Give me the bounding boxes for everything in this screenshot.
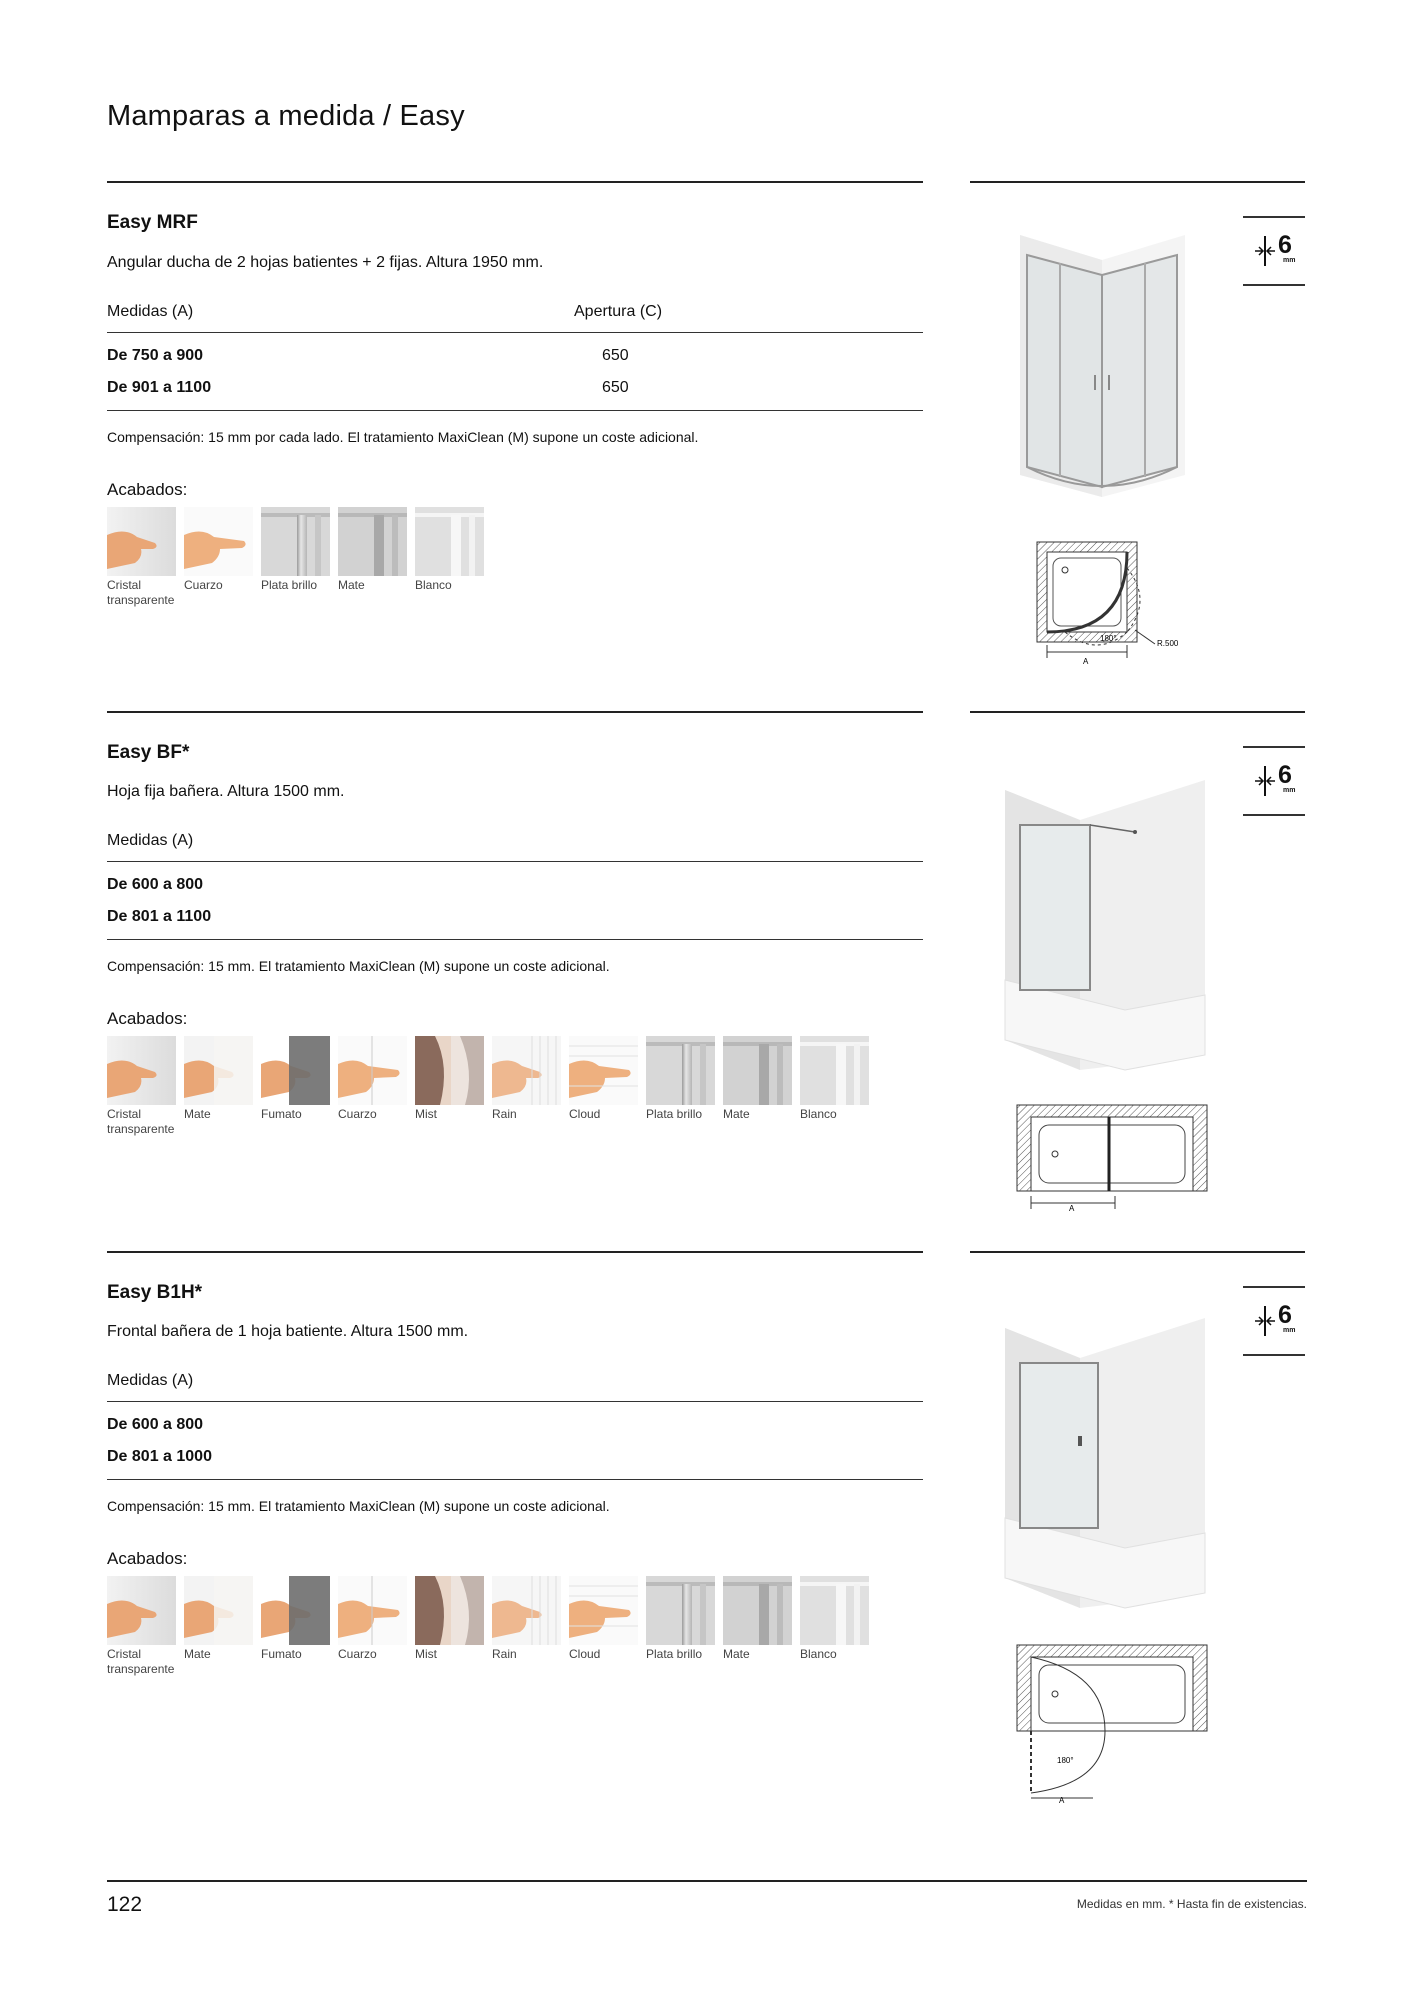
- table-divider: [107, 1401, 923, 1402]
- finishes-label: Acabados:: [107, 1549, 188, 1568]
- section-title: Easy MRF: [107, 212, 198, 233]
- finish-label: Cloud: [569, 1107, 601, 1121]
- finishes-label: Acabados:: [107, 1009, 188, 1028]
- finishes-swatches: [107, 1036, 869, 1137]
- finish-swatch: [184, 1036, 253, 1137]
- finish-swatch: [184, 507, 253, 608]
- thickness-value: 6: [1278, 761, 1292, 789]
- section-description: Frontal bañera de 1 hoja batiente. Altura 1500 mm.: [107, 1323, 469, 1340]
- finish-swatch: [800, 1036, 869, 1137]
- compensation-note: Compensación: 15 mm por cada lado. El tratamiento MaxiClean (M) supone un coste adicional.: [107, 429, 699, 445]
- finish-swatch: [415, 1576, 484, 1677]
- finish-swatch: [800, 1576, 869, 1677]
- diagram-measure-label: A: [1069, 1204, 1075, 1213]
- thickness-value: 6: [1278, 231, 1292, 259]
- table-row-label: De 600 a 800: [107, 876, 204, 893]
- finish-label: Cloud: [569, 1647, 601, 1661]
- diagram-measure-label: A: [1059, 1796, 1065, 1803]
- finish-swatch: [492, 1576, 561, 1677]
- finish-label: Mist: [415, 1107, 437, 1121]
- table-row-label: De 750 a 900: [107, 347, 204, 364]
- finish-swatch: [338, 1036, 407, 1137]
- finish-label: Fumato: [261, 1107, 302, 1121]
- finish-swatch: [184, 1576, 253, 1677]
- table-divider: [107, 939, 923, 940]
- finish-label: Mate: [723, 1107, 750, 1121]
- finish-label: Mate: [184, 1647, 211, 1661]
- section-divider: [107, 1251, 923, 1253]
- table-row-label: De 600 a 800: [107, 1416, 204, 1433]
- finish-label: Rain: [492, 1647, 517, 1661]
- finish-swatch: [261, 1576, 330, 1677]
- product-image-easy-bf: [1000, 770, 1210, 1080]
- finish-swatch: [338, 1576, 407, 1677]
- finish-label: Mate: [723, 1647, 750, 1661]
- finish-swatch: [646, 1576, 715, 1677]
- section-divider: [107, 181, 923, 183]
- column-header-measures: Medidas (A): [107, 832, 194, 849]
- diagram-angle-label: 180°: [1057, 1756, 1074, 1765]
- section-description: Hoja fija bañera. Altura 1500 mm.: [107, 783, 345, 800]
- finish-label: Rain: [492, 1107, 517, 1121]
- finish-swatch: [415, 507, 484, 608]
- diagram-angle-label: 180°: [1100, 634, 1117, 643]
- finish-label: Fumato: [261, 1647, 302, 1661]
- table-divider: [107, 1479, 923, 1480]
- finishes-swatches: [107, 1576, 869, 1677]
- finish-label: Blanco: [415, 578, 452, 592]
- finish-swatch: [492, 1036, 561, 1137]
- section-description: Angular ducha de 2 hojas batientes + 2 fijas. Altura 1950 mm.: [107, 254, 544, 271]
- compensation-note: Compensación: 15 mm. El tratamiento MaxiClean (M) supone un coste adicional.: [107, 1498, 610, 1514]
- finish-label: Cuarzo: [184, 578, 223, 592]
- finish-swatch: [646, 1036, 715, 1137]
- plan-diagram-easy-b1h: [1015, 1643, 1210, 1808]
- section-divider: [107, 711, 923, 713]
- finish-swatch: [723, 1576, 792, 1677]
- finish-swatch: [723, 1036, 792, 1137]
- thickness-badge: [1243, 1286, 1305, 1356]
- finish-label: Cuarzo: [338, 1107, 377, 1121]
- finish-label: Cristal transparente: [107, 1647, 175, 1676]
- table-row-value: 650: [602, 347, 629, 364]
- finish-label: Mate: [184, 1107, 211, 1121]
- finish-swatch: [107, 507, 176, 608]
- section-title: Easy BF*: [107, 742, 190, 763]
- page-number: 122: [107, 1893, 143, 1916]
- section-divider: [970, 181, 1305, 183]
- column-header-measures: Medidas (A): [107, 1372, 194, 1389]
- thickness-badge: [1243, 216, 1305, 286]
- finish-swatch: [107, 1576, 176, 1677]
- finish-label: Cristal transparente: [107, 1107, 175, 1136]
- footer-note: Medidas en mm. * Hasta fin de existencias.: [1076, 1897, 1307, 1911]
- page-title: Mamparas a medida / Easy: [107, 100, 465, 132]
- finish-swatch: [107, 1036, 176, 1137]
- section-divider: [970, 711, 1305, 713]
- finish-label: Blanco: [800, 1107, 837, 1121]
- finish-swatch: [569, 1036, 638, 1137]
- finish-label: Mist: [415, 1647, 437, 1661]
- finish-label: Cristal transparente: [107, 578, 175, 607]
- finish-label: Plata brillo: [646, 1647, 703, 1661]
- thickness-value: 6: [1278, 1301, 1292, 1329]
- finish-label: Cuarzo: [338, 1647, 377, 1661]
- footer-divider: [107, 1880, 1307, 1882]
- table-divider: [107, 861, 923, 862]
- finishes-label: Acabados:: [107, 480, 188, 499]
- finish-label: Plata brillo: [646, 1107, 703, 1121]
- thickness-badge: [1243, 746, 1305, 816]
- table-row-label: De 901 a 1100: [107, 379, 212, 396]
- table-row-value: 650: [602, 379, 629, 396]
- finish-swatch: [415, 1036, 484, 1137]
- product-image-easy-b1h: [1000, 1308, 1210, 1618]
- plan-diagram-easy-bf: [1015, 1103, 1210, 1218]
- finish-label: Blanco: [800, 1647, 837, 1661]
- plan-diagram-easy-mrf: [1035, 540, 1195, 680]
- column-header-opening: Apertura (C): [574, 303, 663, 320]
- product-image-easy-mrf: [1005, 225, 1200, 510]
- column-header-measures: Medidas (A): [107, 303, 194, 320]
- finishes-swatches: [107, 507, 484, 608]
- finish-label: Plata brillo: [261, 578, 318, 592]
- finish-swatch: [261, 507, 330, 608]
- section-divider: [970, 1251, 1305, 1253]
- section-title: Easy B1H*: [107, 1282, 203, 1303]
- finish-label: Mate: [338, 578, 365, 592]
- table-row-label: De 801 a 1100: [107, 908, 212, 925]
- thickness-unit: mm: [1283, 257, 1296, 264]
- finish-swatch: [569, 1576, 638, 1677]
- diagram-measure-label: A: [1083, 657, 1089, 666]
- thickness-unit: mm: [1283, 787, 1296, 794]
- table-divider: [107, 410, 923, 411]
- finish-swatch: [338, 507, 407, 608]
- diagram-radius-label: R.500: [1157, 639, 1179, 648]
- finish-swatch: [261, 1036, 330, 1137]
- table-row-label: De 801 a 1000: [107, 1448, 212, 1465]
- table-divider: [107, 332, 923, 333]
- thickness-unit: mm: [1283, 1327, 1296, 1334]
- compensation-note: Compensación: 15 mm. El tratamiento MaxiClean (M) supone un coste adicional.: [107, 958, 610, 974]
